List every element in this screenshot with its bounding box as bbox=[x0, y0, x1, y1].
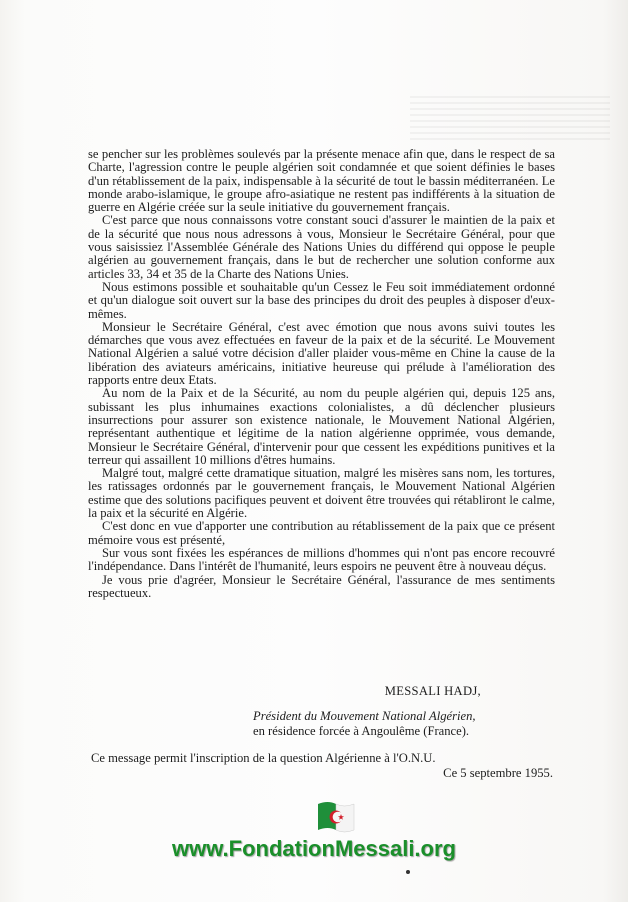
signatory-residence: en résidence forcée à Angoulême (France). bbox=[253, 724, 470, 738]
paragraph-5: Au nom de la Paix et de la Sécurité, au nom du peuple algérien qui, depuis 125 ans, subissant les plus inhumaines exactions colonialistes, a dû déclencher plusieurs insurrections pour assurer son existence nationale, le Mouvement National Algérien, représentant authentique et légitime de la nation algérienne opprimée, vous demande, Monsieur le Secrétaire Général, d'intervenir pour que cessent les expéditions punitives et la terreur qui assaillent 10 millions d'êtres humains. bbox=[88, 386, 555, 467]
signatory-title: Président du Mouvement National Algérien, bbox=[253, 709, 476, 723]
signature-block bbox=[88, 684, 555, 781]
algerian-flag-icon bbox=[314, 798, 358, 834]
paragraph-8: Sur vous sont fixées les espérances de millions d'hommes qui n'ont pas encore recouvré l'indépendance. Dans l'intérêt de l'humanité, leurs espoirs ne peuvent être à nouveau déçus. bbox=[88, 545, 555, 574]
ink-dot bbox=[406, 870, 410, 874]
letter-body bbox=[88, 148, 555, 600]
letter-date: Ce 5 septembre 1955. bbox=[443, 766, 553, 780]
paragraph-7: C'est donc en vue d'apporter une contribution au rétablissement de la paix que ce présent mémoire vous est présenté, bbox=[88, 519, 555, 547]
paragraph-9: Je vous prie d'agréer, Monsieur le Secrétaire Général, l'assurance de mes sentiments respectueux. bbox=[88, 572, 555, 600]
paragraph-4: Monsieur le Secrétaire Général, c'est avec émotion que nous avons suivi toutes les démarches que vous avez effectuées en faveur de la paix et de la sécurité. Le Mouvement National Algérien a salué votre décision d'aller plaider vous-même en Chine la cause de la libération des aviateurs américains, initiative heureuse qui prélude à l'amélioration des rapports entre deux Etats. bbox=[88, 319, 555, 388]
paragraph-2: C'est parce que nous connaissons votre constant souci d'assurer le maintien de la paix et de la sécurité que nous nous adressons à vous, Monsieur le Secrétaire Général, pour que vous saisissiez l'Assemblée Générale des Nations Unies du différend qui oppose le peuple algérien au gouvernement français, dans le but de rechercher une solution conforme aux articles 33, 34 et 35 de la Charte des Nations Unies. bbox=[88, 213, 555, 281]
paragraph-6: Malgré tout, malgré cette dramatique situation, malgré les misères sans nom, les tortures, les ratissages ordonnés par le gouvernement français, le Mouvement National Algérien estime que des solutions pacifiques peuvent et doivent être trouvées qui rétabliront le calme, la paix et la sécurité en Algérie. bbox=[88, 466, 555, 521]
paragraph-1: se pencher sur les problèmes soulevés par la présente menace afin que, dans le respect de sa Charte, l'agression contre le peuple algérien soit condamnée et que soient définies le bases d'un rétablissement de la paix, indispensable à la sécurité de tout le bassin méditerranéen. Le monde arabo-islamique, le groupe afro-asiatique ne restent pas indifférents à la situation de guerre en Algérie créée sur la seule initiative du gouvernement français. bbox=[88, 147, 555, 215]
closing-note: Ce message permit l'inscription de la question Algérienne à l'O.N.U. bbox=[91, 751, 436, 765]
signatory-name: MESSALI HADJ, bbox=[384, 684, 481, 698]
website-watermark: www.FondationMessali.org bbox=[172, 836, 456, 861]
paragraph-3: Nous estimons possible et souhaitable qu'un Cessez le Feu soit immédiatement ordonné et qu'un dialogue soit ouvert sur la base des principes du droit des peuples à disposer d'eux-mêmes. bbox=[88, 279, 555, 321]
bleed-through-text bbox=[410, 96, 610, 140]
